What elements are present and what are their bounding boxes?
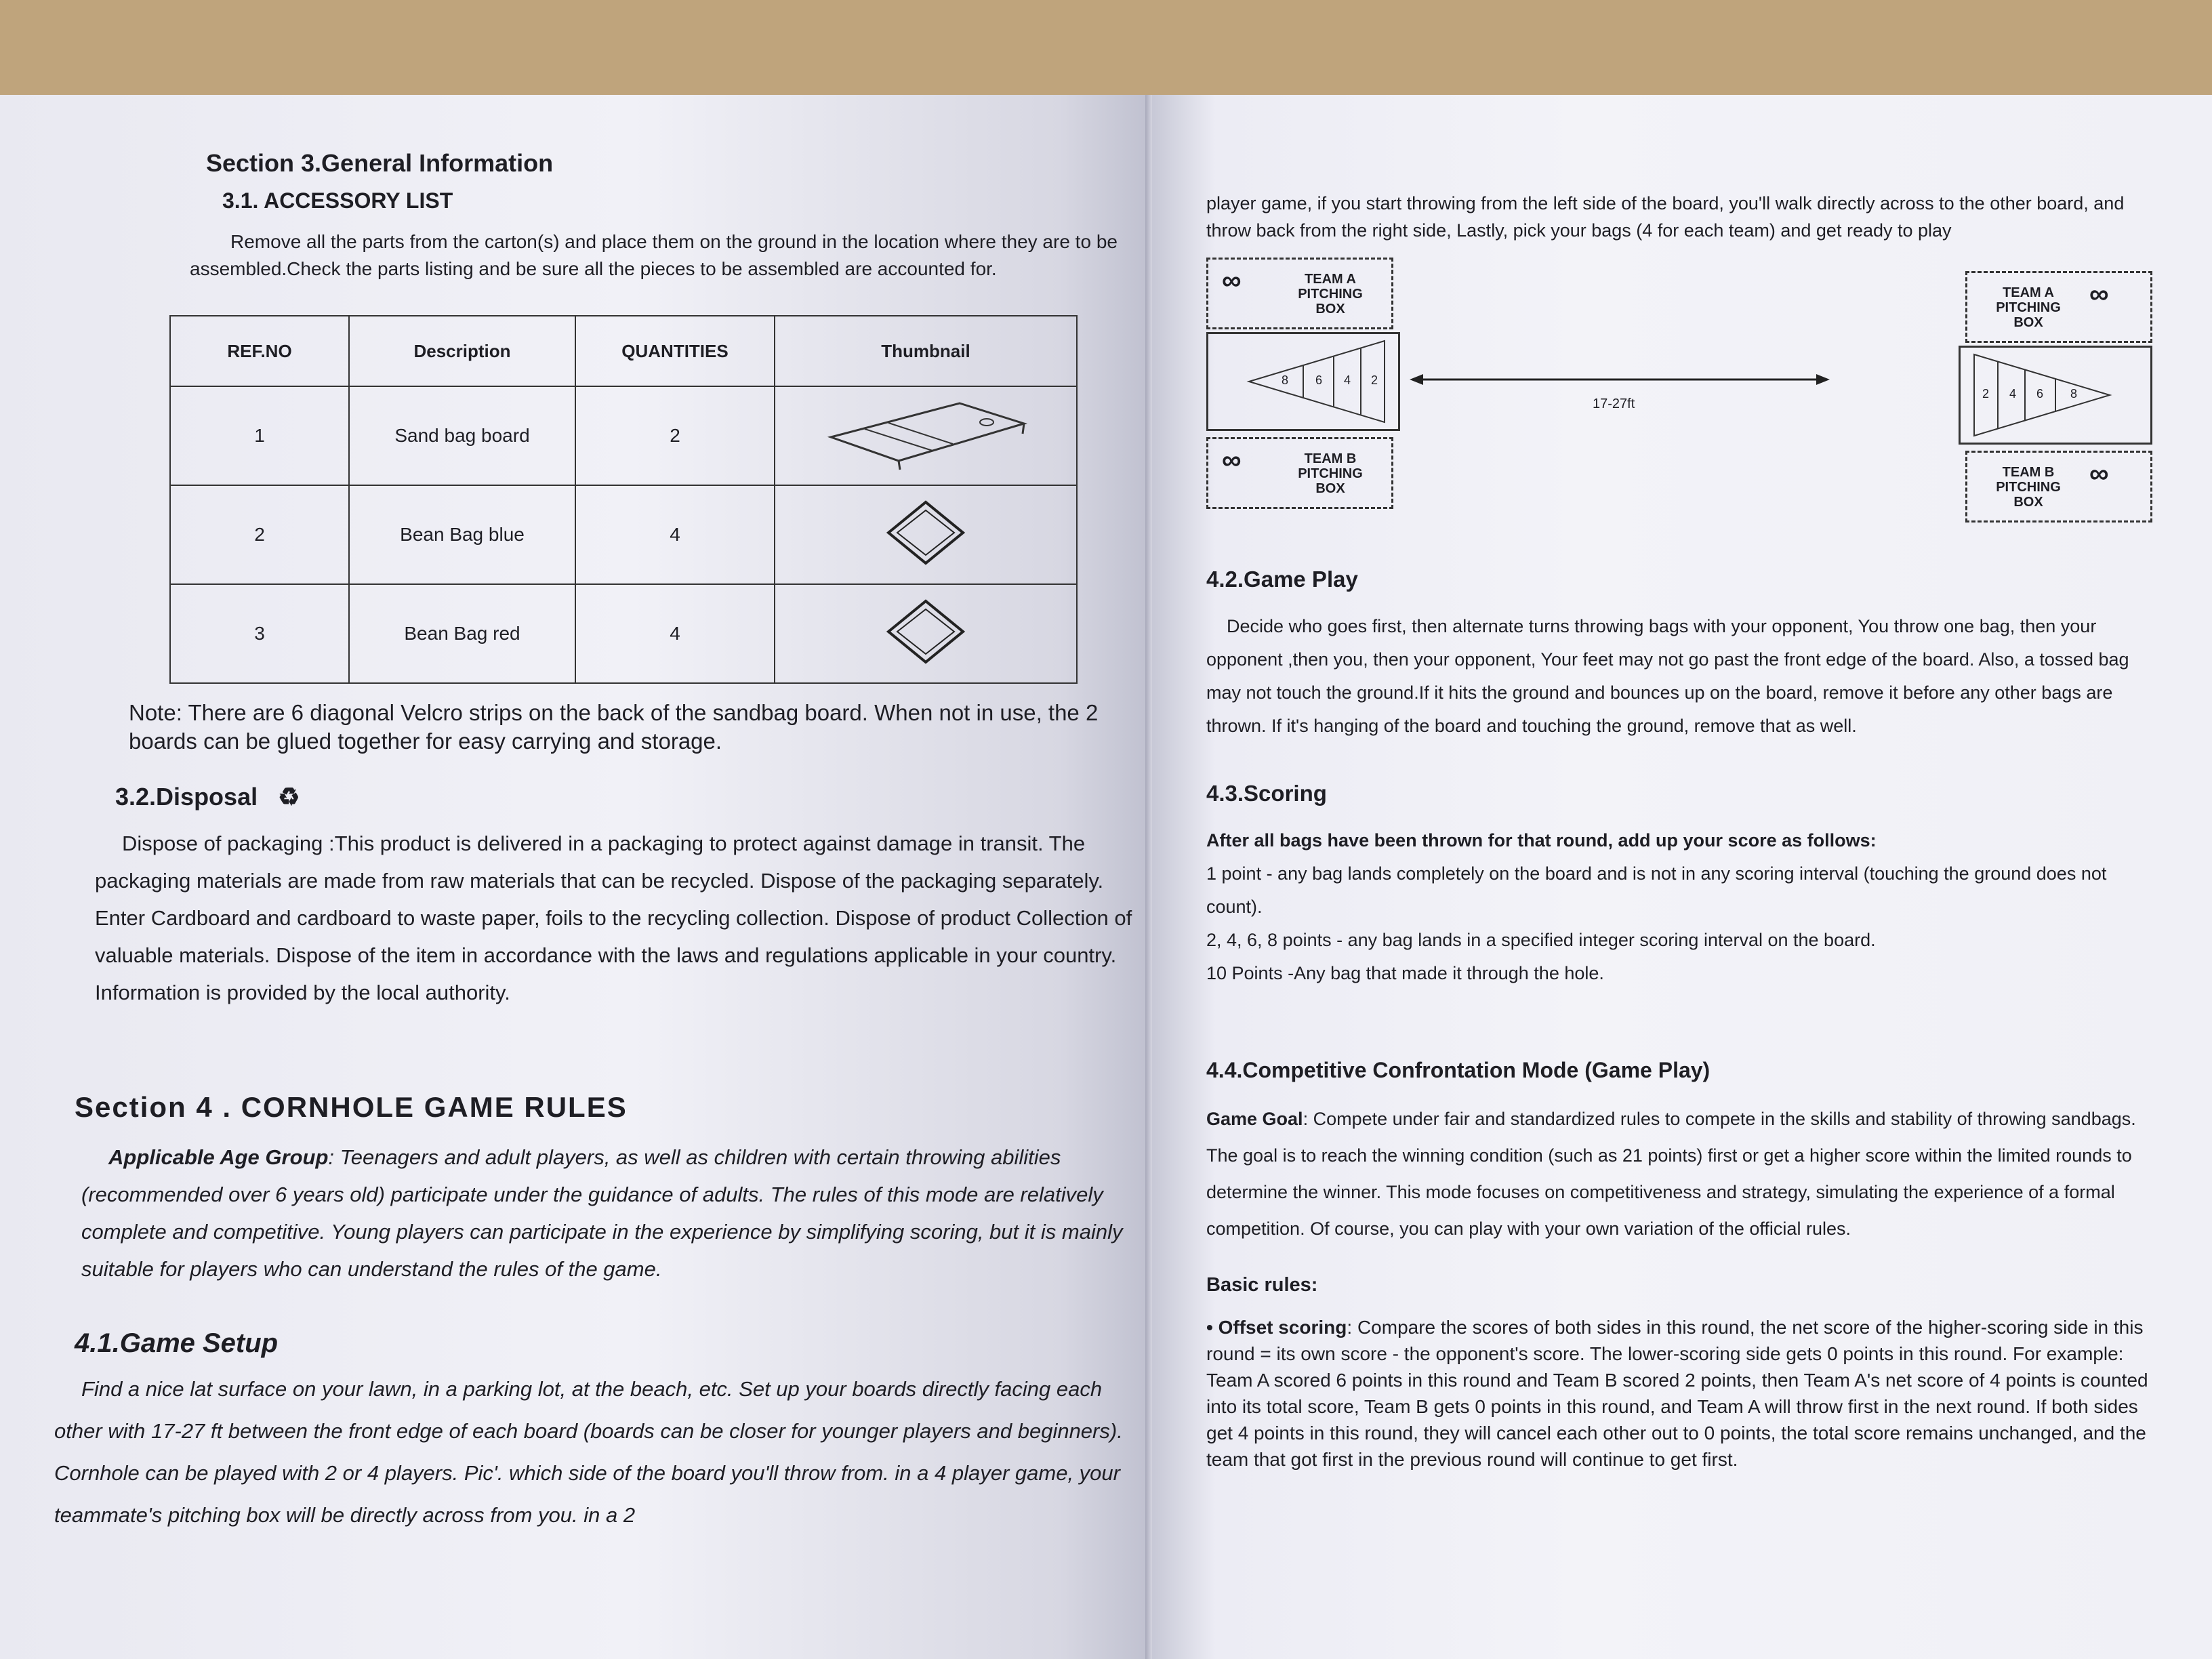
bag-icon: ∞ bbox=[2089, 459, 2109, 489]
distance-arrow bbox=[1410, 366, 1830, 393]
age-group-paragraph bbox=[81, 1139, 1125, 1288]
score-label: 8 bbox=[2070, 387, 2078, 401]
desc-cell: Sand bag board bbox=[349, 386, 575, 485]
bean-bag-icon bbox=[878, 594, 973, 669]
qty-cell: 4 bbox=[575, 485, 775, 584]
accessory-intro: Remove all the parts from the carton(s) and place them on the ground in the location where they are to be assembled.Check the parts listing and be sure all the pieces to be assembled are accounted for. bbox=[190, 231, 1118, 279]
bean-bag-icon bbox=[878, 495, 973, 570]
col-ref: REF.NO bbox=[170, 316, 349, 386]
board-left bbox=[1206, 332, 1400, 431]
left-page bbox=[0, 95, 1152, 1659]
competitive-mode-title: 4.4.Competitive Confrontation Mode (Game Play) bbox=[1206, 1058, 1711, 1082]
col-description: Description bbox=[349, 316, 575, 386]
score-label: 2 bbox=[1371, 373, 1378, 387]
offset-scoring-label: • Offset scoring bbox=[1206, 1317, 1347, 1338]
team-b-box-right bbox=[1965, 451, 2152, 523]
team-a-box-left bbox=[1206, 258, 1393, 329]
recycle-icon: ♻ bbox=[278, 783, 300, 811]
board-left-drawing bbox=[1208, 334, 1398, 429]
team-a-label: TEAM A PITCHING BOX bbox=[1996, 285, 2061, 330]
qty-cell: 4 bbox=[575, 584, 775, 683]
scoring-title: 4.3.Scoring bbox=[1206, 781, 1327, 806]
col-thumbnail: Thumbnail bbox=[775, 316, 1077, 386]
age-group-text: : Teenagers and adult players, as well as children with certain throwing abilities (recommended over 6 years old) participate under the guidance of adults. The rules of this mode are relatively complete and competitive. Young players can participate in the experience by simplifying scoring, but it is mainly suitable for players who can understand the rules of the game. bbox=[81, 1145, 1123, 1281]
booklet bbox=[0, 95, 2212, 1659]
court-diagram bbox=[1206, 258, 2155, 535]
team-a-label: TEAM A PITCHING BOX bbox=[1298, 272, 1363, 316]
score-label: 8 bbox=[1282, 373, 1289, 387]
board-right bbox=[1959, 346, 2152, 445]
score-label: 4 bbox=[1344, 373, 1351, 387]
setup-continued-text: player game, if you start throwing from the left side of the board, you'll walk directly across to the other board, and throw back from the right side, Lastly, pick your bags (4 for each team) and get ready to play bbox=[1206, 193, 2125, 241]
accessory-list-title: 3.1. ACCESSORY LIST bbox=[222, 188, 453, 213]
thumbnail-cell bbox=[775, 485, 1077, 584]
game-goal-paragraph bbox=[1206, 1101, 2151, 1247]
game-play-title: 4.2.Game Play bbox=[1206, 567, 1358, 592]
bag-icon: ∞ bbox=[2089, 279, 2109, 309]
score-label: 6 bbox=[2036, 387, 2044, 401]
scoring-item: 10 Points -Any bag that made it through the hole. bbox=[1206, 963, 1604, 983]
bag-icon: ∞ bbox=[1222, 266, 1242, 295]
disposal-title-text: 3.2.Disposal bbox=[115, 783, 258, 811]
desc-cell: Bean Bag red bbox=[349, 584, 575, 683]
section-4-title: Section 4 . CORNHOLE GAME RULES bbox=[75, 1091, 628, 1123]
team-b-label: TEAM B PITCHING BOX bbox=[1996, 465, 2061, 510]
team-b-box-left bbox=[1206, 437, 1393, 509]
game-setup-text: Find a nice lat surface on your lawn, in a parking lot, at the beach, etc. Set up your boards directly facing each other with 17-27 ft between the front edge of each board (boards can be closer for younger players and beginners). Cornhole can be played with 2 or 4 players. Pic'. which side of the board you'll throw from. in a 4 player game, your teammate's pitching box will be directly across from you. in a 2 bbox=[54, 1377, 1123, 1527]
desc-cell: Bean Bag blue bbox=[349, 485, 575, 584]
board-thumbnail-icon bbox=[824, 396, 1027, 471]
score-label: 4 bbox=[2009, 387, 2017, 401]
bag-icon: ∞ bbox=[1222, 445, 1242, 475]
col-quantities: QUANTITIES bbox=[575, 316, 775, 386]
thumbnail-cell bbox=[775, 584, 1077, 683]
ref-cell: 2 bbox=[170, 485, 349, 584]
scoring-item: 2, 4, 6, 8 points - any bag lands in a specified integer scoring interval on the board. bbox=[1206, 930, 1876, 950]
accessory-table bbox=[169, 315, 1078, 684]
offset-scoring-paragraph bbox=[1206, 1314, 2151, 1473]
scoring-item: 1 point - any bag lands completely on the board and is not in any scoring interval (touching the ground does not count). bbox=[1206, 863, 2107, 917]
section-3-title: Section 3.General Information bbox=[206, 149, 554, 177]
thumbnail-cell bbox=[775, 386, 1077, 485]
disposal-text: Dispose of packaging :This product is delivered in a packaging to protect against damage in transit. The packaging materials are made from raw materials that can be recycled. Dispose of the packaging separately. Enter Cardboard and cardboard to waste paper, foils to the recycling collection. Dispose of product Collection of valuable materials. Dispose of the item in accordance with the laws and regulations applicable in your country. Information is provided by the local authority. bbox=[95, 832, 1132, 1004]
distance-label: 17-27ft bbox=[1593, 396, 1635, 411]
table-row bbox=[170, 485, 1077, 584]
qty-cell: 2 bbox=[575, 386, 775, 485]
ref-cell: 1 bbox=[170, 386, 349, 485]
score-label: 6 bbox=[1315, 373, 1323, 387]
team-b-label: TEAM B PITCHING BOX bbox=[1298, 451, 1363, 496]
team-a-box-right bbox=[1965, 271, 2152, 343]
table-row bbox=[170, 584, 1077, 683]
scoring-lead: After all bags have been thrown for that round, add up your score as follows: bbox=[1206, 830, 1877, 851]
ref-cell: 3 bbox=[170, 584, 349, 683]
velcro-note: Note: There are 6 diagonal Velcro strips on the back of the sandbag board. When not in use, the 2 boards can be glued together for easy carrying and storage. bbox=[129, 700, 1099, 754]
game-goal-text: : Compete under fair and standardized rules to compete in the skills and stability of throwing sandbags. The goal is to reach the winning condition (such as 21 points) first or get a higher score within the limited rounds to determine the winner. This mode focuses on competitiveness and strategy, simulating the experience of a formal competition. Of course, you can play with your own variation of the official rules. bbox=[1206, 1109, 2136, 1239]
table-row bbox=[170, 386, 1077, 485]
game-setup-title: 4.1.Game Setup bbox=[75, 1328, 279, 1358]
score-label: 2 bbox=[1982, 387, 1990, 401]
game-play-text: Decide who goes first, then alternate turns throwing bags with your opponent, You throw one bag, then your opponent ,then you, then your opponent, Your feet may not go past the front edge of the board. Also, a tossed bag may not touch the ground.If it hits the ground and bounces up on the board, remove it before any other bags are thrown. If it's hanging of the board and touching the ground, remove that as well. bbox=[1206, 616, 2129, 736]
basic-rules-title: Basic rules: bbox=[1206, 1274, 1318, 1296]
right-page bbox=[1152, 95, 2212, 1659]
age-group-label: Applicable Age Group bbox=[108, 1145, 329, 1169]
table-header-row bbox=[170, 316, 1077, 386]
game-goal-label: Game Goal bbox=[1206, 1109, 1303, 1129]
offset-scoring-text: : Compare the scores of both sides in this round, the net score of the higher-scoring side in this round = its own score - the opponent's score. The lower-scoring side gets 0 points in this round. For example: Team A scored 6 points in this round and Team B scored 2 points, then Team A's net score of 4 points is counted into its total score, Team B gets 0 points in this round, and Team A will throw first in the next round. If both sides get 4 points in this round, they will cancel each other out to 0 points, the total score remains unchanged, and the team that got first in the previous round will continue to get first. bbox=[1206, 1317, 2148, 1470]
disposal-title bbox=[115, 783, 1105, 811]
